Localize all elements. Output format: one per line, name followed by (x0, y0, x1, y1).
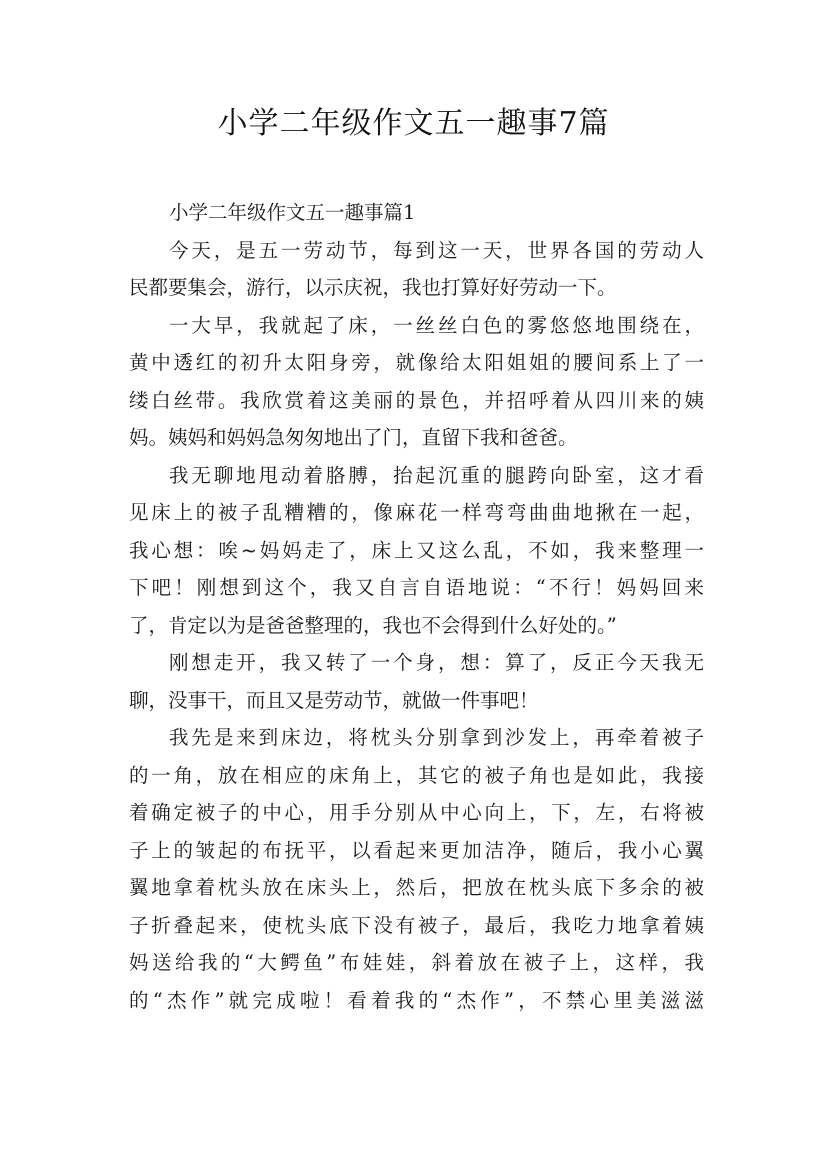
text-line: 民都要集会，游行，以示庆祝，我也打算好好劳动一下。 (129, 276, 617, 299)
text-line: 我无聊地甩动着胳膊，抬起沉重的腿跨向卧室，这才看 (169, 463, 704, 487)
text-line: 黄中透红的初升太阳身旁，就像给太阳姐姐的腰间系上了一 (129, 351, 704, 374)
document-title: 小学二年级作文五一趣事7篇 (217, 106, 610, 141)
text-line: 今天，是五一劳动节，每到这一天，世界各国的劳动人 (169, 238, 704, 262)
text-line: 下吧！刚想到这个，我又自言自语地说：“不行！妈妈回来 (129, 576, 704, 599)
text-line: 缕白丝带。我欣赏着这美丽的景色，并招呼着从四川来的姨 (129, 388, 704, 412)
text-line: 我心想：唉~妈妈走了，床上又这么乱，不如，我来整理一 (129, 538, 704, 562)
text-line: 的一角，放在相应的床角上，其它的被子角也是如此，我接 (129, 763, 704, 787)
text-line: 了，肯定以为是爸爸整理的，我也不会得到什么好处的。” (129, 613, 617, 637)
text-line: 刚想走开，我又转了一个身，想：算了，反正今天我无 (169, 651, 704, 674)
text-line: 见床上的被子乱糟糟的，像麻花一样弯弯曲曲地揪在一起， (129, 501, 704, 524)
text-line: 妈。姨妈和妈妈急匆匆地出了门，直留下我和爸爸。 (129, 426, 578, 449)
document-body (129, 194, 704, 1019)
text-line: 翼地拿着枕头放在床头上，然后，把放在枕头底下多余的被 (129, 876, 704, 899)
text-line: 的“杰作”就完成啦！看着我的“杰作”，不禁心里美滋滋 (129, 988, 704, 1012)
text-line: 子折叠起来，使枕头底下没有被子，最后，我吃力地拿着姨 (129, 913, 704, 937)
text-line: 小学二年级作文五一趣事篇1 (169, 201, 416, 224)
text-line: 聊，没事干，而且又是劳动节，就做一件事吧！ (129, 688, 539, 712)
text-line: 妈送给我的“大鳄鱼”布娃娃，斜着放在被子上，这样，我 (129, 951, 704, 974)
text-line: 着确定被子的中心，用手分别从中心向上，下，左，右将被 (129, 801, 704, 824)
text-line: 我先是来到床边，将枕头分别拿到沙发上，再牵着被子 (169, 726, 704, 749)
text-line: 子上的皱起的布抚平，以看起来更加洁净，随后，我小心翼 (129, 838, 704, 862)
text-line: 一大早，我就起了床，一丝丝白色的雾悠悠地围绕在， (169, 313, 704, 337)
